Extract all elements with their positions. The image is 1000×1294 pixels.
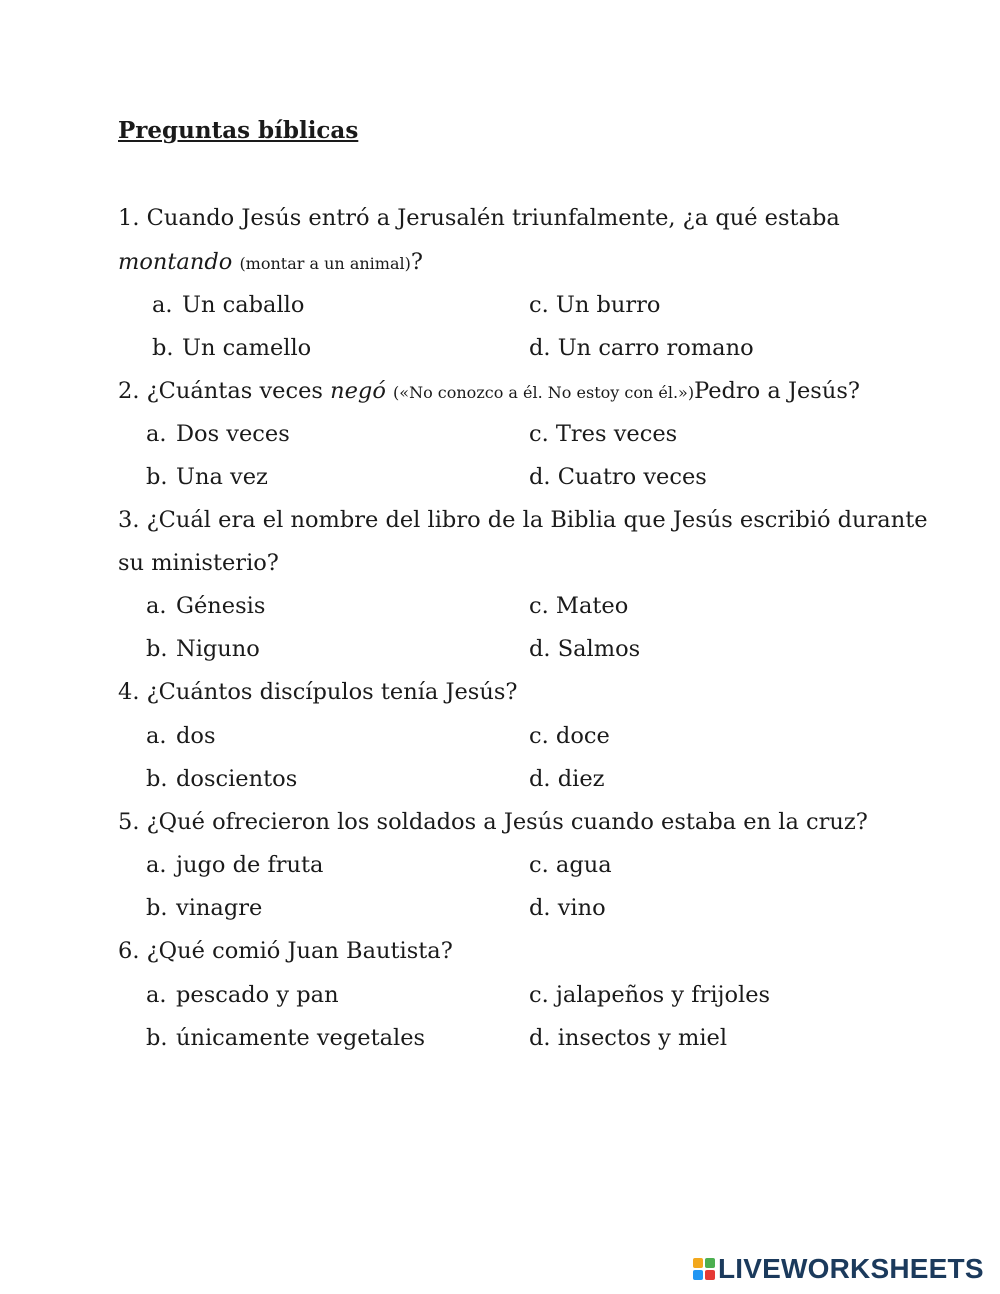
question-5-option-a[interactable] [146,850,323,880]
option-text: jugo de fruta [176,852,324,878]
option-text: jalapeños y frijoles [555,982,771,1008]
option-letter: b. [146,895,168,921]
option-letter: a. [146,421,167,447]
question-6-option-d[interactable] [529,1023,727,1053]
question-1-note: (montar a un animal) [239,254,411,273]
question-1-option-d[interactable] [529,333,754,363]
option-letter: d. [529,335,551,361]
option-text: diez [557,766,605,792]
brand-name: LIVEWORKSHEETS [718,1253,984,1284]
question-1-option-b[interactable] [152,333,311,363]
option-letter: d. [529,895,551,921]
question-6-option-c[interactable] [529,980,770,1010]
option-letter: c. [529,593,549,619]
option-letter: a. [146,593,167,619]
question-1-text-line2 [118,247,423,279]
option-text: Una vez [176,464,268,490]
option-text: Un camello [182,335,312,361]
option-text: Niguno [176,636,260,662]
question-2-option-a[interactable] [146,419,290,449]
option-letter: b. [146,464,168,490]
option-letter: d. [529,636,551,662]
liveworksheets-logo-icon [693,1258,715,1280]
option-text: vinagre [176,895,263,921]
question-6-option-a[interactable] [146,980,339,1010]
question-2-option-c[interactable] [529,419,677,449]
option-text: pescado y pan [176,982,339,1008]
option-letter: b. [146,766,168,792]
option-text: doscientos [176,766,298,792]
option-letter: d. [529,766,551,792]
option-text: insectos y miel [557,1025,728,1051]
option-letter: b. [146,636,168,662]
question-6-option-b[interactable] [146,1023,425,1053]
option-letter: c. [529,982,549,1008]
option-letter: b. [146,1025,168,1051]
question-2-emphasis: negó [330,378,386,404]
option-text: Un burro [555,292,661,318]
option-text: Génesis [176,593,266,619]
option-text: Cuatro veces [557,464,707,490]
option-text: Un carro romano [557,335,754,361]
option-letter: d. [529,1025,551,1051]
question-5-text: 5. ¿Qué ofrecieron los soldados a Jesús cuando estaba en la cruz? [118,809,868,835]
question-3-option-b[interactable] [146,634,260,664]
option-letter: a. [146,723,167,749]
option-text: Tres veces [555,421,678,447]
question-2-post: Pedro a Jesús? [694,378,860,404]
question-4-text: 4. ¿Cuántos discípulos tenía Jesús? [118,679,518,705]
question-4-option-c[interactable] [529,721,610,751]
question-4-option-a[interactable] [146,721,216,751]
option-letter: c. [529,292,549,318]
question-2-pre: 2. ¿Cuántas veces [118,378,323,404]
question-3-text: 3. ¿Cuál era el nombre del libro de la Biblia que Jesús escribió durante [118,507,928,533]
option-letter: a. [146,852,167,878]
question-2-option-b[interactable] [146,462,268,492]
question-4-option-b[interactable] [146,764,297,794]
option-text: vino [557,895,606,921]
question-1-option-a[interactable] [152,290,304,320]
option-letter: c. [529,421,549,447]
option-letter: b. [152,335,174,361]
option-text: Un caballo [182,292,305,318]
question-6-text: 6. ¿Qué comió Juan Bautista? [118,938,453,964]
question-5-option-c[interactable] [529,850,612,880]
option-text: doce [555,723,610,749]
question-2-text [118,376,860,408]
liveworksheets-brand [693,1254,984,1284]
option-letter: a. [146,982,167,1008]
option-letter: c. [529,723,549,749]
option-letter: a. [152,292,173,318]
option-text: dos [176,723,216,749]
question-1-end: ? [410,249,423,275]
option-text: únicamente vegetales [176,1025,426,1051]
option-letter: d. [529,464,551,490]
option-text: agua [555,852,612,878]
question-3-option-d[interactable] [529,634,640,664]
page-title: Preguntas bíblicas [118,117,359,144]
option-text: Mateo [555,593,629,619]
question-5-option-d[interactable] [529,893,606,923]
question-1-text: 1. Cuando Jesús entró a Jerusalén triunfalmente, ¿a qué estaba [118,205,840,231]
option-text: Salmos [557,636,641,662]
question-1-option-c[interactable] [529,290,660,320]
option-text: Dos veces [176,421,290,447]
option-letter: c. [529,852,549,878]
question-4-option-d[interactable] [529,764,605,794]
question-1-emphasis: montando [118,249,233,275]
question-2-note: («No conozco a él. No estoy con él.») [393,383,695,402]
question-3-option-c[interactable] [529,591,628,621]
question-3-text-line2: su ministerio? [118,550,279,576]
question-3-option-a[interactable] [146,591,265,621]
question-2-option-d[interactable] [529,462,707,492]
question-5-option-b[interactable] [146,893,262,923]
